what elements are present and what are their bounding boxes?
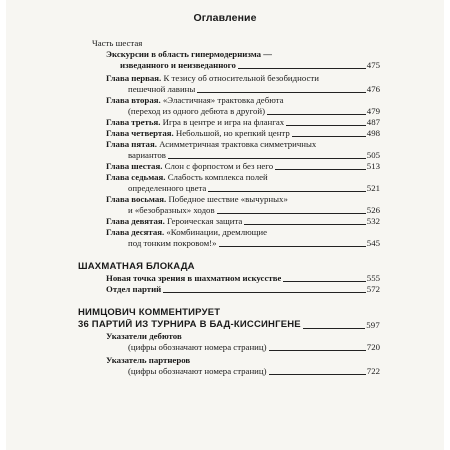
chapter-title: Слон с форпостом и без него [164,161,274,171]
page-title: Оглавление [193,12,257,24]
leader-line [269,374,366,375]
toc-entry-chapter-line [92,139,380,150]
part-heading: Часть шестая [92,38,143,48]
leader-line [197,92,366,93]
toc-entry-chapter[interactable] [92,161,380,172]
toc-entry-chapter[interactable] [92,117,380,128]
page-number: 498 [366,128,380,138]
leader-line [286,125,366,126]
toc-entry-chapter[interactable] [92,205,380,216]
leader-line [267,114,366,115]
section-heading-commentary: НИМЦОВИЧ КОММЕНТИРУЕТ [78,307,221,318]
toc-entry-openings-index: Указатели дебютов [106,331,182,341]
page-number: 476 [366,84,380,94]
page-number: 526 [366,205,380,215]
chapter-name: Глава четвертая. [106,128,174,138]
page-number: 597 [366,320,380,330]
chapter-name: Глава первая. [106,73,162,83]
table-of-contents [78,38,380,377]
chapter-name: Глава третья. [106,117,161,127]
toc-entry-chapter[interactable] [92,84,380,95]
chapter-title: Игра в центре и игра на флангах [162,117,285,127]
leader-line [168,158,366,159]
page-number: 475 [366,60,380,70]
toc-entry-blockade-2[interactable]: Отдел партий 572 [106,284,380,294]
chapter-title-continued: пешечной лавины [128,84,196,94]
toc-entry-chapter-line [92,73,380,84]
page-number: 720 [366,342,380,352]
page-number: 722 [366,366,380,376]
toc-entry-chapter[interactable] [92,238,380,249]
leader-line [163,292,366,293]
chapter-title-continued: и «безобразных» ходов [128,205,215,215]
leader-line [238,68,366,69]
toc-entry-commentary[interactable]: 36 ПАРТИЙ ИЗ ТУРНИРА В БАД-КИССИНГЕНЕ 597 [78,319,380,330]
chapter-title-continued: под тонким покровом!» [128,238,217,248]
chapter-title: «Эластичная» трактовка дебюта [162,95,284,105]
book-page [6,0,444,450]
page-number: 479 [366,106,380,116]
chapter-name: Глава седьмая. [106,172,166,182]
toc-entry-chapter[interactable] [92,106,380,117]
leader-line [217,213,366,214]
section-heading-blockade: ШАХМАТНАЯ БЛОКАДА [78,261,195,272]
toc-entry-chapter-line [92,227,380,238]
page-number: 545 [366,238,380,248]
toc-entry-players-index-note[interactable]: (цифры обозначают номера страниц) 722 [128,366,380,376]
toc-entry-excursion-line1: Экскурсии в область гипермодернизма — [106,49,273,59]
page-number: 513 [366,161,380,171]
chapter-title: Слабость комплекса полей [167,172,268,182]
chapter-title-continued: (переход из одного дебюта в другой) [128,106,266,116]
leader-line [303,328,365,329]
toc-entry-excursion[interactable]: изведанного и неизведанного 475 [120,60,380,70]
leader-line [208,191,365,192]
toc-entry-chapter[interactable] [92,183,380,194]
chapter-name: Глава десятая. [106,227,165,237]
chapter-title: К тезису об относительной безобидности [163,73,319,83]
toc-entry-chapter-line [92,194,380,205]
chapter-title: Победное шествие «вычурных» [168,194,288,204]
leader-line [269,350,366,351]
toc-entry-chapter-line [92,95,380,106]
toc-entry-openings-index-note[interactable]: (цифры обозначают номера страниц) 720 [128,342,380,352]
leader-line [275,169,366,170]
toc-entry-chapter[interactable] [92,216,380,227]
leader-line [219,246,366,247]
leader-line [283,281,365,282]
chapter-title: Героическая защита [167,216,243,226]
chapter-name: Глава восьмая. [106,194,167,204]
chapter-name: Глава шестая. [106,161,163,171]
leader-line [244,224,365,225]
chapter-name: Глава пятая. [106,139,157,149]
chapter-title-continued: вариантов [128,150,166,160]
page-number: 505 [366,150,380,160]
leader-line [292,136,366,137]
toc-entry-blockade-1[interactable]: Новая точка зрения в шахматном искусстве 555 [106,273,380,283]
chapter-title: Асимметричная трактовка симметричных [159,139,317,149]
page-number: 572 [366,284,380,294]
chapter-name: Глава вторая. [106,95,161,105]
chapter-name: Глава девятая. [106,216,165,226]
toc-entry-chapter-line [92,172,380,183]
page-number: 487 [366,117,380,127]
chapter-list [92,73,380,249]
page-number: 555 [366,273,380,283]
chapter-title: Небольшой, но крепкий центр [175,128,290,138]
toc-entry-chapter[interactable] [92,128,380,139]
chapter-title-continued: определенного цвета [128,183,207,193]
page-number: 521 [366,183,380,193]
chapter-title: «Комбинации, дремлющие [166,227,268,237]
toc-entry-chapter[interactable] [92,150,380,161]
toc-entry-players-index: Указатель партнеров [106,355,191,365]
page-number: 532 [366,216,380,226]
